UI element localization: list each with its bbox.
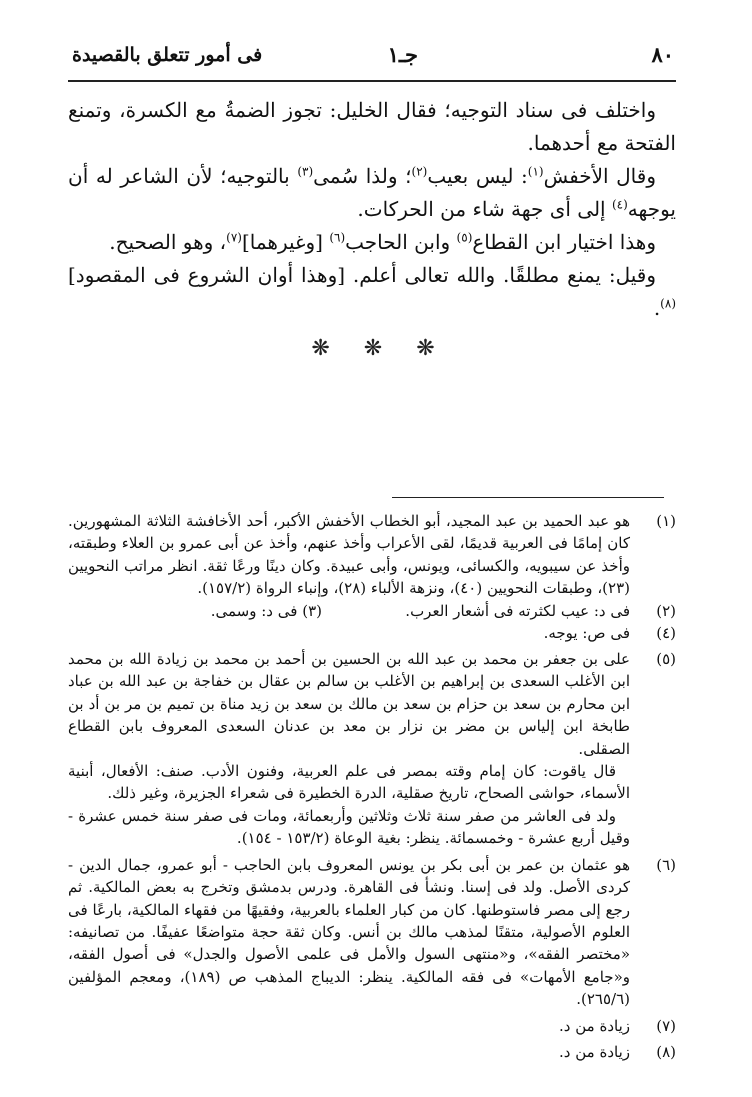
text-run: [وغيرهما] xyxy=(241,230,330,254)
footnote-text: فى ص: يوجه. xyxy=(543,623,630,642)
footnote-2-3 xyxy=(68,600,676,622)
text-run: وقال الأخفش xyxy=(543,164,656,188)
footnote-separator xyxy=(392,497,664,498)
text-run: إلى أى جهة شاء من الحركات. xyxy=(357,197,612,221)
footnote-text: هو عثمان بن عمر بن أبى بكر بن يونس المعروف بابن الحاجب - أبو عمرو، جمال الدين - كردى الأصل. ولد فى إسنا. ونشأ فى القاهرة. ودرس بدمشق وتخرج به بعض المالكية. ثم رجع إلى مصر فاستوطنها. كان من كبار العلماء بالعربية، وفقيهًا من فقهاء المالكية، بارعًا فى العلوم الأصولية، متقنًا لمذهب مالك بن أنس. وكان ثقة حجة متواضعًا عفيفًا. من تصانيفه: «مختصر الفقه»، و«منتهى السول والأمل فى علمى الأصول والجدل» فى أصول الفقه، و«جامع الأمهات» فى فقه المالكية. ينظر: الديباج المذهب ص (١٨٩)، ومعجم المؤلفين (٢٦٥/٦). xyxy=(68,855,630,1009)
footnote-text: على بن جعفر بن محمد بن عبد الله بن الحسين بن أحمد بن محمد بن زيادة الله بن محمد ابن الأغلب السعدى بن إبراهيم بن الأغلب بن سالم بن عقال بن خفاجة بن عبد الله بن عباد ابن محارم بن سعد بن حزام بن سعد بن مالك بن سعد بن زيد مناة بن تميم بن مر بن أد بن طابخة ابن إلياس بن مضر بن نزار بن معد بن عدنان السعدى المعروف بابن القطاع الصقلى. xyxy=(68,650,630,758)
running-title: فى أمور تتعلق بالقصيدة xyxy=(72,44,263,66)
footnote-number: (٣) xyxy=(302,601,322,620)
text-run: ؛ ولذا سُمى xyxy=(313,164,412,188)
text-run: وهذا اختيار ابن القطاع xyxy=(472,230,656,254)
footnote-text: ولد فى العاشر من صفر سنة ثلاث وثلاثين وأربعمائة، ومات فى صفر سنة خمس عشرة - وقيل أربع عشرة - وخمسمائة. ينظر: بغية الوعاة (١٥٣/٢ - ١٥٤). xyxy=(68,806,630,848)
footnote-3 xyxy=(211,600,322,622)
footnote-text: فى د: عيب لكثرته فى أشعار العرب. xyxy=(405,601,630,620)
paragraph xyxy=(68,160,676,226)
page-number: ٨٠ xyxy=(651,42,674,67)
footnote-ref[interactable]: (٢) xyxy=(411,164,428,179)
footnote-text: قال ياقوت: كان إمام وقته بمصر فى علم العربية، وفنون الأدب. صنف: الأفعال، أبنية الأسماء، حواشى الصحاح، تاريخ صقلية، الدرة الخطيرة فى شعراء الجزيرة، وغير ذلك. xyxy=(68,762,630,803)
text-run: . xyxy=(653,296,661,320)
text-run: : ليس بعيب xyxy=(427,164,528,188)
footnote-ref[interactable]: (١) xyxy=(527,164,544,179)
running-header xyxy=(68,40,676,82)
footnote-number: (٦) xyxy=(656,855,676,874)
volume-label: جـ١ xyxy=(387,42,418,67)
main-text xyxy=(68,94,676,325)
footnote-text: زيادة من د. xyxy=(559,1042,630,1061)
footnote-7 xyxy=(68,1015,676,1037)
footnote-number: (٧) xyxy=(656,1016,676,1035)
paragraph-text: واختلف فى سناد التوجيه؛ فقال الخليل: تجوز الضمةُ مع الكسرة، وتمنع الفتحة مع أحدهما. xyxy=(68,98,676,155)
star-ornament-icon: ❋ xyxy=(416,336,441,361)
footnote-8 xyxy=(68,1041,676,1063)
text-run: وقيل: يمنع مطلقًا. والله تعالى أعلم. [وهذا أوان الشروع فى المقصود] xyxy=(68,263,656,287)
footnote-ref[interactable]: (٧) xyxy=(226,230,242,245)
star-ornament-icon: ❋ xyxy=(311,336,336,361)
footnote-ref[interactable]: (٦) xyxy=(329,230,346,245)
footnote-5 xyxy=(68,648,676,850)
footnote-text: فى د: وسمى. xyxy=(210,601,298,620)
footnote-number: (٥) xyxy=(656,650,676,669)
footnote-1 xyxy=(68,510,676,600)
paragraph xyxy=(68,259,676,325)
footnote-number: (٨) xyxy=(656,1042,676,1061)
footnote-text: هو عبد الحميد بن عبد المجيد، أبو الخطاب الأخفش الأكبر، أحد الأخافشة الثلاثة المشهورين. كان إمامًا فى العربية قديمًا، لقى الأعراب وأخذ عنهم، وأخذ عن أبى عمرو بن العلاء وطبقته، وأخذ عن سيبويه، والكسائى، ويونس، وأبى عبيدة. وكان دينًا ورعًا ثقة. انظر مراتب النحويين (٢٣)، وطبقات النحويين (٤٠)، ونزهة الألباء (٢٨)، وإنباء الرواة (١٥٧/٢). xyxy=(68,512,630,598)
text-run: ، وهو الصحيح. xyxy=(109,230,227,254)
footnote-ref[interactable]: (٨) xyxy=(660,296,676,311)
footnote-ref[interactable]: (٤) xyxy=(611,197,628,212)
paragraph xyxy=(68,226,676,259)
paragraph xyxy=(68,94,676,160)
text-run: وابن الحاجب xyxy=(345,230,457,254)
footnote-number: (٤) xyxy=(656,623,676,642)
footnote-number: (١) xyxy=(656,512,676,530)
footnote-ref[interactable]: (٥) xyxy=(456,230,473,245)
footnote-6 xyxy=(68,854,676,1011)
footnote-4 xyxy=(68,622,676,644)
section-ornament xyxy=(0,336,752,361)
star-ornament-icon: ❋ xyxy=(363,336,389,361)
footnotes xyxy=(68,510,676,1063)
footnote-number: (٢) xyxy=(656,601,676,620)
footnote-text: زيادة من د. xyxy=(559,1016,630,1035)
footnote-ref[interactable]: (٣) xyxy=(297,164,314,179)
text-run: بالتوجيه؛ لأن الشاعر له أن يوجهه xyxy=(68,164,676,221)
